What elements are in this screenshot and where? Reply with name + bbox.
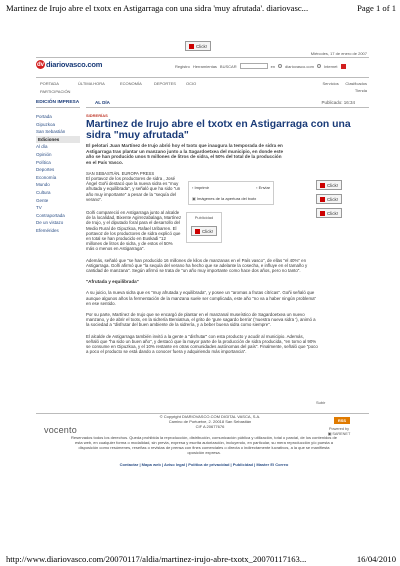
sarenet-logo[interactable]: ▣ SARENET xyxy=(327,431,351,436)
sidebar-item-efemerides[interactable]: Efemérides xyxy=(36,227,59,233)
print-footer-date: 16/04/2010 xyxy=(356,554,396,564)
search-label: BUSCAR xyxy=(219,63,237,69)
radio-site-label: diariovasco.com xyxy=(285,63,314,69)
nav-participacion[interactable]: PARTICIPACIÓN xyxy=(40,89,71,94)
nav-servicios[interactable]: Servicios xyxy=(322,81,339,86)
sidebar-heading: EDICIÓN IMPRESA xyxy=(36,100,80,108)
click-ad-button[interactable]: Click! xyxy=(316,208,342,218)
click-ad-button[interactable]: Click! xyxy=(191,226,217,236)
publish-time: Publicado: 16:34 xyxy=(321,100,355,105)
main-nav xyxy=(36,80,369,96)
article-header xyxy=(86,100,369,176)
nav-tienda[interactable]: Tienda xyxy=(354,88,367,93)
click-ad-button[interactable]: Click! xyxy=(316,180,342,190)
site-logo[interactable] xyxy=(36,60,102,69)
tools-link[interactable]: Herramientas xyxy=(192,63,217,69)
sidebar-item-deportes[interactable]: Deportes xyxy=(36,167,55,173)
search-go-button[interactable] xyxy=(341,64,346,69)
paragraph: A su juicio, la nueva sidra que es "muy afrutada y equilibrada", y posee un "aromas a frutas cítricas". Goñi señaló que aunque algunos años la fermentación de la manzana suele ser complicada, este año "no va a haber ningún problema" en ese sentido. xyxy=(86,290,317,306)
paragraph: El portavoz de los productores de sidra , José Ángel Goñi destacó que la nueva sidra es "muy afrutada y equilibrada", y señaló que ha sido "un año muy importante" a pesar de la "sequía del verano". xyxy=(86,176,181,202)
rss-button[interactable]: RSS xyxy=(334,417,350,424)
footer-links[interactable]: Contactar | Mapa web | Aviso legal | Política de privacidad | Publicidad | Master El Correo xyxy=(119,462,289,467)
ad-buttons xyxy=(316,180,342,218)
nav-clasificados[interactable]: Clasificados xyxy=(345,81,367,86)
powered-by: Powered by ▣ SARENET xyxy=(322,427,356,436)
sidebar-item-san-sebastian[interactable]: San Sebastián xyxy=(36,129,66,135)
print-link[interactable]: ▪ Imprimir xyxy=(192,185,209,190)
paragraph: Además, señaló que "se han producido 16 millones de kilos de manzanas en el País vasco", de ellas "el 40%" en Astigarraga. Goñi afirmó que "la sequía del verano ha hecho que se adelante la cosecha, e influye en el tamaño y cantidad de manzana". Según afirmó se trata de "un año muy importante como hace dos años, pero no tanto". xyxy=(86,257,308,274)
radio-site[interactable] xyxy=(278,64,282,68)
nav-portada[interactable]: PORTADA xyxy=(40,81,59,86)
article-body xyxy=(86,210,318,354)
paragraph: Goñi compareció en Astigarraga junto al alcalde de la localidad, Bixente Agirrezabalaga, Martínez de Irujo, y el diputado foral para el desarrollo del Medio Rural de Gipuzkoa, Rafael Uribarren. El portavoz de los productores de sidra explicó que en total se han producido en Euskadi "12 millones de litros de sidra, y de estos el 50% más o menos en Astigarraga". xyxy=(86,210,182,252)
breadcrumb-row xyxy=(86,100,369,108)
print-header-title: Martinez de Irujo abre el txotx en Astigarraga con una sidra 'muy afrutada'. diariovasc... xyxy=(6,3,309,13)
sidebar-item-de-un-vistazo[interactable]: De un vistazo xyxy=(36,220,64,226)
ad-label: Publicidad xyxy=(194,215,214,220)
registro-link[interactable]: Registro xyxy=(175,63,190,69)
paragraph: El alcalde de Astigarraga también invitó a la gente a "disfrutar" con esta producto y acudir al municipio. Además, señaló que "ha sido un buen año", y destacó que la mayor parte de la producción de sidra producida, "en torno al 90% se consume en Gipuzkoa, y el 10% restante en otras comunidades autónomas del país". Finalmente, señaló que "poco a poco el producto se está dando a conocer fuera y adquiriendo más importancia". xyxy=(86,333,318,355)
send-link[interactable]: ▪ Enviar xyxy=(256,185,270,190)
article-lead: El pelotari Juan Martínez de Irujo abrió hoy el txotx que inaugura la temporada de sidra en Astigarraga tras plantar un manzano junto a la Sagardoetxea del municipio, en donde este año se han producido unos 5 millones de litros de sidra, el 50% del total de la producción en el País Vasco. xyxy=(86,143,284,165)
tools-row xyxy=(192,185,270,190)
article-byline: SAN SEBASTIÁN. EUROPA PRESS xyxy=(86,171,155,177)
search-en-label: en xyxy=(270,63,276,69)
nav-economia[interactable]: ECONOMÍA xyxy=(120,81,142,86)
print-footer xyxy=(6,554,396,564)
copyright: © Copyright DIARIOVASCO.COM DIGITAL VASCA, S.A. Camino de Portuetxe, 2. 20018 San Sebastián CIF A 20677676 xyxy=(159,414,261,429)
images-link[interactable]: ▣ Imágenes de la apertura del txotx xyxy=(192,196,270,201)
sidebar-item-politica[interactable]: Política xyxy=(36,159,51,165)
sidebar-item-gipuzkoa[interactable]: Gipuzkoa xyxy=(36,121,56,127)
sidebar-item-al-dia[interactable]: Al día xyxy=(36,144,48,150)
logo-badge: dv xyxy=(36,61,44,68)
search-bar xyxy=(175,63,346,69)
click-ad-button[interactable]: Click! xyxy=(316,194,342,204)
back-to-top-link[interactable]: Subir xyxy=(316,400,326,405)
print-header-page: Page 1 of 1 xyxy=(357,3,396,13)
nav-right xyxy=(323,80,367,94)
breadcrumb[interactable]: AL DÍA xyxy=(95,100,110,105)
ad-icon xyxy=(320,183,325,188)
legal-notice: Reservados todos los derechos. Queda prohibida la reproducción, distribución, comunicación pública y utilización, total o parcial, de los contenidos de esta web, en cualquier forma o modalidad, sin previa, expresa y escrita autorización, incluyendo, en particular, su mera reproducción y/o puesta a disposición como resúmenes, reseñas o revistas de prensa con fines comerciales o directa o indirectamente lucrativos, a la que se manifiesta oposición expresa. xyxy=(71,435,337,455)
sidebar-item-ediciones[interactable]: Ediciones xyxy=(36,136,80,144)
radio-internet[interactable] xyxy=(317,64,321,68)
sidebar-item-gente[interactable]: Gente xyxy=(36,197,49,203)
ad-icon xyxy=(320,197,325,202)
divider xyxy=(36,57,369,58)
click-ad-button[interactable]: Click! xyxy=(185,41,211,51)
article-title: Martinez de Irujo abre el txotx en Astigarraga con una sidra "muy afrutada" xyxy=(86,119,351,141)
date-line: Miércoles, 17 de enero de 2007 xyxy=(310,51,367,56)
sidebar-item-mundo[interactable]: Mundo xyxy=(36,182,50,188)
ad-icon xyxy=(320,211,325,216)
divider xyxy=(36,77,369,78)
sidebar-item-opinion[interactable]: Opinión xyxy=(36,151,52,157)
article-intro-column xyxy=(86,176,182,202)
tools-box xyxy=(188,181,274,205)
web-page xyxy=(36,32,369,542)
sidebar-item-economia[interactable]: Economía xyxy=(36,174,57,180)
section-tag: SIDRERÍAS xyxy=(86,113,108,118)
sidebar-item-tv[interactable]: TV xyxy=(36,205,42,211)
sidebar xyxy=(36,100,80,235)
search-input[interactable] xyxy=(240,63,268,69)
article-subhead: "Afrutada y equilibrada" xyxy=(86,279,139,285)
nav-deportes[interactable]: DEPORTES xyxy=(154,81,176,86)
nav-ocio[interactable]: OCIO xyxy=(186,81,197,86)
print-footer-url: http://www.diariovasco.com/20070117/aldia/martinez-irujo-abre-txotx_20070117163... xyxy=(6,554,307,564)
sidebar-item-portada[interactable]: Portada xyxy=(36,114,52,119)
paragraph: Por su parte, Martínez de Irujo que se encargó de plantar en el manzanal museístico de Sagardoetxea un nuevo manzano, y de abrir el txotx, en la sidrería Berxiatrua, el grito de 'gure sagardo berria' ('nuestra nueva sidra '), animó a la sociedad a "disfrutar del buen ambiente de la sidrería, y a beber buena sidra como siempre". xyxy=(86,312,316,328)
nav-ultima-hora[interactable]: ÚLTIMA HORA xyxy=(78,81,105,86)
logo-text: diariovasco.com xyxy=(46,60,103,69)
print-header xyxy=(6,3,396,13)
radio-internet-label: Internet xyxy=(323,63,338,69)
vocento-logo[interactable]: vocento xyxy=(44,425,77,435)
sidebar-item-cultura[interactable]: Cultura xyxy=(36,189,51,195)
sidebar-item-contraportada[interactable]: Contraportada xyxy=(36,212,65,218)
ad-icon xyxy=(189,44,194,49)
